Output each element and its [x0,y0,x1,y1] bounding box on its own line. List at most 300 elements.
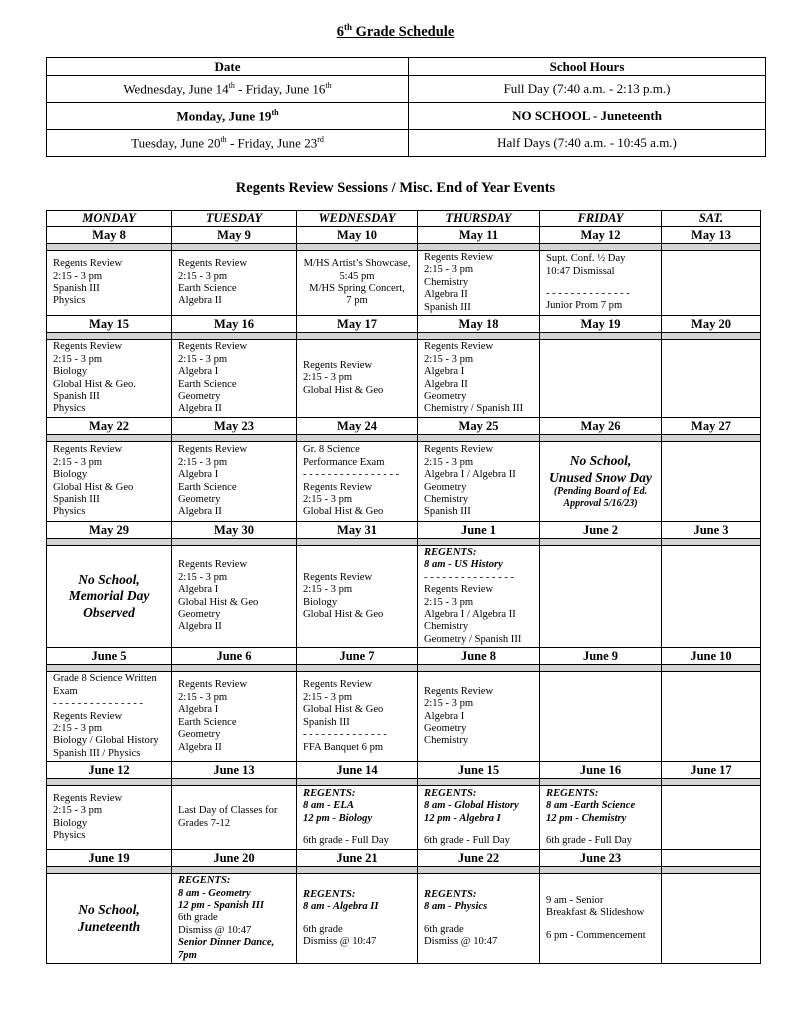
event-line: - - - - - - - - - - - - - - - [53,698,143,710]
event-line: Algebra II [178,506,222,518]
events-row [47,340,761,418]
events-row [47,546,761,648]
date-cell-thursday: June 22 [418,850,540,867]
shaded-divider-cell [662,779,761,786]
spacer [303,914,411,924]
event-line: Regents Review [53,258,123,270]
event-cell-saturday [662,786,761,850]
event-line: Observed [83,604,135,620]
weekday-header-row [47,211,761,227]
event-line: M/HS Spring Concert, [309,283,405,295]
shaded-divider-cell [418,867,540,874]
shaded-divider-cell [662,867,761,874]
date-cell-friday: May 26 [540,418,662,435]
shaded-divider-cell [297,867,418,874]
hours-row [47,76,766,103]
event-line: Chemistry [424,735,469,747]
event-line: Spanish III / Physics [53,747,141,759]
event-line: Chemistry [424,493,469,505]
event-line: Algebra I / Algebra II [424,609,516,621]
event-line: Biology [53,469,88,481]
event-line: Algebra I [178,704,219,716]
spacer [424,825,533,835]
date-column-header: Date [47,58,409,76]
event-cell-monday [47,442,172,522]
event-line: Regents Review [303,481,373,493]
date-cell-monday: June 19 [47,850,172,867]
date-cell-tuesday: May 23 [172,418,297,435]
school-hours-column-header: School Hours [409,58,766,76]
event-line: Regents Review [178,341,248,353]
date-cell-monday: June 5 [47,648,172,665]
date-cell-monday: May 29 [47,522,172,539]
event-cell-friday [540,874,662,964]
event-line: Algebra II [178,621,222,633]
event-line: Regents Review [303,571,373,583]
date-row [47,762,761,779]
event-cell-thursday [418,442,540,522]
shaded-divider-row [47,779,761,786]
event-line: REGENTS: [303,787,356,799]
shaded-divider-cell [662,665,761,672]
shaded-divider-cell [540,539,662,546]
shaded-divider-cell [418,244,540,251]
event-cell-saturday [662,546,761,648]
event-line: 6 pm - Commencement [546,929,646,941]
event-line: 8 am - US History [424,559,503,571]
event-line: Dismiss @ 10:47 [303,935,377,947]
event-line: 12 pm - Biology [303,812,373,824]
event-line: Geometry / Spanish III [424,633,522,645]
event-cell-friday [540,442,662,522]
event-line: 2:15 - 3 pm [178,353,228,365]
event-line: Algebra II [424,289,468,301]
date-cell-wednesday: June 7 [297,648,418,665]
event-line: No School, [569,453,632,469]
event-line: Algebra II [178,295,222,307]
event-line: Geometry [178,493,221,505]
date-cell-saturday: June 17 [662,762,761,779]
event-line: 6th grade - Full Day [424,835,510,847]
event-line: Grades 7-12 [178,817,231,829]
date-cell-tuesday: June 20 [172,850,297,867]
spacer [546,920,655,930]
event-line: Physics [53,830,86,842]
event-line: Performance Exam [303,456,385,468]
event-line: Physics [53,506,86,518]
date-cell-thursday: June 15 [418,762,540,779]
event-line: 2:15 - 3 pm [178,270,228,282]
event-line: 8 am - Global History [424,800,519,812]
event-line: Regents Review [178,258,248,270]
date-cell-friday: June 9 [540,648,662,665]
event-line: 2:15 - 3 pm [424,456,474,468]
shaded-divider-cell [662,333,761,340]
shaded-divider-cell [540,435,662,442]
event-line: 12 pm - Spanish III [178,899,264,911]
shaded-divider-cell [662,244,761,251]
event-line: Chemistry / Spanish III [424,403,524,415]
event-line: M/HS Artist’s Showcase, [303,258,411,270]
event-line: REGENTS: [546,787,599,799]
event-line: Regents Review [303,359,373,371]
event-line: Global Hist & Geo. [53,378,136,390]
events-row [47,442,761,522]
event-line: - - - - - - - - - - - - - - [546,288,630,300]
date-cell-wednesday: May 24 [297,418,418,435]
date-cell-wednesday: May 10 [297,227,418,244]
event-cell-wednesday [297,251,418,316]
date-row [47,418,761,435]
hours-cell: Half Days (7:40 a.m. - 10:45 a.m.) [409,130,766,157]
weekday-header: WEDNESDAY [297,211,418,227]
event-line: 2:15 - 3 pm [424,698,474,710]
shaded-divider-cell [540,779,662,786]
shaded-divider-cell [47,779,172,786]
shaded-divider-cell [47,244,172,251]
shaded-divider-cell [172,435,297,442]
event-line: Chemistry [424,621,469,633]
weekday-header: FRIDAY [540,211,662,227]
shaded-divider-cell [172,244,297,251]
event-line: 8 am - Geometry [178,887,251,899]
event-line: Physics [53,295,86,307]
event-line: Algebra II [178,403,222,415]
event-line: Geometry [178,609,221,621]
event-line: Spanish III [53,493,100,505]
weekday-header: THURSDAY [418,211,540,227]
event-line: Earth Science [178,378,237,390]
event-cell-thursday [418,786,540,850]
event-cell-saturday [662,672,761,762]
date-cell-saturday: June 3 [662,522,761,539]
event-line: Spanish III [424,301,471,313]
date-cell-tuesday: June 6 [172,648,297,665]
event-cell-tuesday [172,340,297,418]
event-line: Global Hist & Geo [303,506,384,518]
event-line: Regents Review [424,341,494,353]
event-line: 2:15 - 3 pm [53,722,103,734]
event-cell-thursday [418,874,540,964]
event-cell-friday [540,340,662,418]
event-line: Regents Review [53,710,123,722]
shaded-divider-cell [47,867,172,874]
event-line: 7pm [178,949,197,961]
event-line: Geometry [424,481,467,493]
event-line: 2:15 - 3 pm [53,456,103,468]
date-cell-friday: May 19 [540,316,662,333]
shaded-divider-cell [47,665,172,672]
event-cell-monday [47,546,172,648]
date-cell-tuesday: June 13 [172,762,297,779]
event-line: 2:15 - 3 pm [178,571,228,583]
event-cell-monday [47,874,172,964]
event-line: Spanish III [303,716,350,728]
event-line: 2:15 - 3 pm [303,691,353,703]
event-line: Exam [53,685,78,697]
date-cell-wednesday: May 31 [297,522,418,539]
event-line: Spanish III [53,390,100,402]
event-line: Regents Review [178,444,248,456]
event-cell-tuesday [172,672,297,762]
event-line: 2:15 - 3 pm [303,584,353,596]
event-line: Junior Prom 7 pm [546,300,623,312]
event-line: 6th grade - Full Day [303,835,389,847]
weekday-header: TUESDAY [172,211,297,227]
shaded-divider-cell [172,539,297,546]
event-line: Global Hist & Geo [303,704,384,716]
date-row [47,850,761,867]
event-line: Geometry [424,722,467,734]
date-cell: Wednesday, June 14th - Friday, June 16th [47,76,409,103]
date-row [47,316,761,333]
date-row [47,227,761,244]
event-line: Biology [303,596,338,608]
event-line: Algebra II [178,741,222,753]
date-cell-friday: June 16 [540,762,662,779]
event-cell-tuesday [172,546,297,648]
event-line: Regents Review [53,792,123,804]
event-line: Regents Review [53,444,123,456]
school-hours-table [46,57,766,157]
event-line: Supt. Conf. ½ Day [546,253,626,265]
event-line: 2:15 - 3 pm [53,270,103,282]
event-line: - - - - - - - - - - - - - - - [424,571,514,583]
event-line: Global Hist & Geo [53,481,134,493]
event-line: Algebra I / Algebra II [424,469,516,481]
event-cell-friday [540,546,662,648]
event-cell-tuesday [172,874,297,964]
event-line: Regents Review [424,252,494,263]
event-cell-tuesday [172,442,297,522]
event-cell-saturday [662,442,761,522]
events-row [47,672,761,762]
event-line: 6th grade - Full Day [546,835,632,847]
event-line: Regents Review [424,584,494,596]
event-cell-friday [540,786,662,850]
shaded-divider-cell [47,539,172,546]
date-cell-wednesday: June 21 [297,850,418,867]
shaded-divider-cell [297,333,418,340]
weekday-header: SAT. [662,211,761,227]
event-cell-wednesday [297,874,418,964]
event-line: Algebra I [178,584,219,596]
event-line: 2:15 - 3 pm [178,456,228,468]
shaded-divider-cell [297,435,418,442]
event-line: Algebra I [424,710,465,722]
event-line: - - - - - - - - - - - - - - [303,729,387,741]
hours-row [47,103,766,130]
date-cell-monday: May 8 [47,227,172,244]
date-cell-wednesday: June 14 [297,762,418,779]
event-line: Global Hist & Geo [303,384,384,396]
hours-cell: Full Day (7:40 a.m. - 2:13 p.m.) [409,76,766,103]
event-line: Algebra II [424,378,468,390]
event-line: Regents Review [178,559,248,571]
events-row [47,251,761,316]
shaded-divider-cell [47,435,172,442]
event-line: FFA Banquet 6 pm [303,741,384,753]
event-line: Regents Review [53,341,123,353]
event-line: Earth Science [178,716,237,728]
event-line: 7 pm [346,295,368,307]
date-cell-friday: June 2 [540,522,662,539]
event-line: 2:15 - 3 pm [424,596,474,608]
event-cell-saturday [662,340,761,418]
shaded-divider-cell [47,333,172,340]
event-line: Regents Review [424,444,494,456]
shaded-divider-row [47,867,761,874]
event-cell-monday [47,340,172,418]
event-line: REGENTS: [178,875,231,887]
shaded-divider-row [47,333,761,340]
event-line: 2:15 - 3 pm [424,353,474,365]
event-line: Juneteenth [77,918,141,934]
event-line: 6th grade [424,923,464,935]
event-line: Regents Review [303,679,373,691]
shaded-divider-row [47,539,761,546]
event-line: Memorial Day [68,588,150,604]
event-line: - - - - - - - - - - - - - - - - [303,469,400,481]
event-line: 10:47 Dismissal [546,265,615,277]
event-line: Geometry [424,390,467,402]
event-cell-friday [540,251,662,316]
event-line: Global Hist & Geo [178,596,259,608]
date-cell-saturday: June 10 [662,648,761,665]
hours-header-row [47,58,766,76]
event-line: Dismiss @ 10:47 [178,924,252,936]
event-line: 2:15 - 3 pm [53,805,103,817]
event-line: 2:15 - 3 pm [178,691,228,703]
event-line: Geometry [178,390,221,402]
event-cell-monday [47,672,172,762]
event-line: 6th grade [303,923,343,935]
date-cell-monday: May 15 [47,316,172,333]
event-line: 9 am - Senior [546,894,604,906]
event-cell-wednesday [297,442,418,522]
event-line: Gr. 8 Science [303,444,360,456]
events-title: Regents Review Sessions / Misc. End of Year Events [235,180,556,196]
event-line: Biology [53,817,88,829]
event-line: 8 am - Algebra II [303,901,379,913]
date-cell-thursday: May 11 [418,227,540,244]
event-line: Global Hist & Geo [303,609,384,621]
event-line: Biology / Global History [53,735,159,747]
date-cell-thursday: June 8 [418,648,540,665]
date-cell-wednesday: May 17 [297,316,418,333]
events-row [47,874,761,964]
shaded-divider-cell [297,244,418,251]
event-line: 2:15 - 3 pm [303,493,353,505]
weekday-header: MONDAY [47,211,172,227]
shaded-divider-cell [297,539,418,546]
event-cell-tuesday [172,251,297,316]
date-cell-monday: June 12 [47,762,172,779]
event-line: 2:15 - 3 pm [424,264,474,276]
event-line: REGENTS: [424,787,477,799]
shaded-divider-cell [418,665,540,672]
shaded-divider-cell [172,665,297,672]
event-line: Algebra I [178,366,219,378]
event-cell-wednesday [297,786,418,850]
date-row [47,522,761,539]
event-line: 8 am -Earth Science [546,800,636,812]
shaded-divider-cell [297,779,418,786]
hours-row [47,130,766,157]
event-line: Regents Review [424,685,494,697]
shaded-divider-cell [172,333,297,340]
event-line: 12 pm - Chemistry [546,812,627,824]
event-cell-thursday [418,251,540,316]
date-cell-saturday: May 13 [662,227,761,244]
event-line: 8 am - Physics [424,901,488,913]
event-line: Chemistry [424,276,469,288]
shaded-divider-row [47,665,761,672]
event-line: 12 pm - Algebra I [424,812,501,824]
date-cell-friday: June 23 [540,850,662,867]
event-line: Unused Snow Day [549,469,652,485]
event-line: Physics [53,403,86,415]
event-line: Spanish III [53,283,100,295]
event-line: Geometry [178,729,221,741]
event-cell-tuesday [172,786,297,850]
shaded-divider-cell [662,539,761,546]
event-line: No School, [78,902,140,918]
event-cell-monday [47,786,172,850]
date-cell: Tuesday, June 20th - Friday, June 23rd [47,130,409,157]
event-cell-friday [540,672,662,762]
date-cell-saturday: May 20 [662,316,761,333]
event-cell-wednesday [297,672,418,762]
date-cell-tuesday: May 9 [172,227,297,244]
shaded-divider-cell [418,333,540,340]
event-line: Breakfast & Slideshow [546,907,645,919]
event-line: 5:45 pm [339,270,375,282]
event-line: Biology [53,366,88,378]
shaded-divider-cell [172,779,297,786]
events-row [47,786,761,850]
spacer [303,825,411,835]
date-cell: Monday, June 19th [47,103,409,130]
date-cell-thursday: May 25 [418,418,540,435]
event-line: Algebra I [424,366,465,378]
date-cell-saturday: May 27 [662,418,761,435]
shaded-divider-cell [540,244,662,251]
event-cell-thursday [418,546,540,648]
event-line: (Pending Board of Ed. [553,486,648,498]
event-cell-monday [47,251,172,316]
event-cell-saturday [662,251,761,316]
event-line: 2:15 - 3 pm [303,372,353,384]
shaded-divider-cell [418,435,540,442]
event-line: REGENTS: [424,888,477,900]
events-calendar-table [46,210,761,964]
event-cell-wednesday [297,340,418,418]
event-line: Spanish III [424,506,471,518]
date-row [47,648,761,665]
date-cell-thursday: May 18 [418,316,540,333]
event-line: REGENTS: [303,888,356,900]
shaded-divider-row [47,244,761,251]
shaded-divider-cell [540,665,662,672]
date-cell-monday: May 22 [47,418,172,435]
event-line: 8 am - ELA [303,800,354,812]
shaded-divider-cell [297,665,418,672]
event-line: Last Day of Classes for [178,805,278,817]
hours-cell: NO SCHOOL - Juneteenth [409,103,766,130]
event-cell-thursday [418,340,540,418]
shaded-divider-cell [418,779,540,786]
